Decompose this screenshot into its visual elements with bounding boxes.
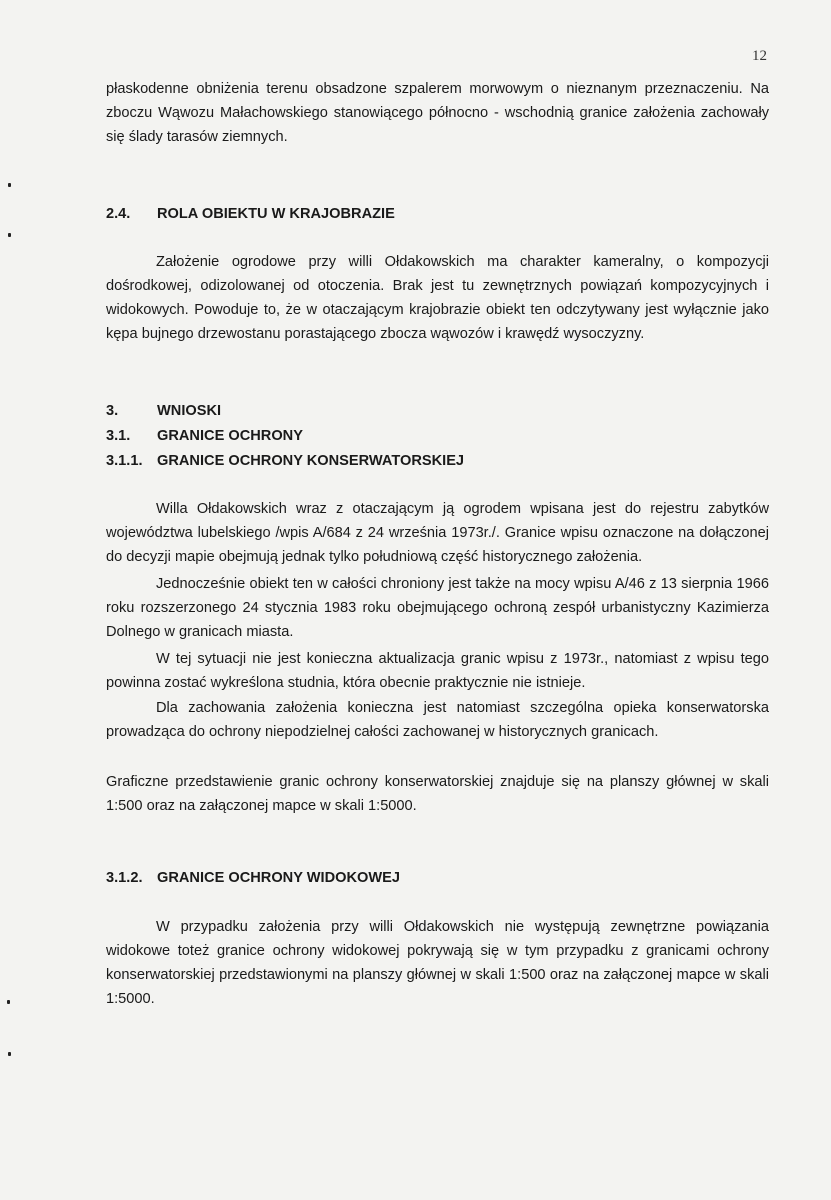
section-title: GRANICE OCHRONY KONSERWATORSKIEJ [157, 453, 465, 469]
section-2-4-paragraph: Założenie ogrodowe przy willi Ołdakowskich ma charakter kameralny, o kompozycji dośrodkowej, odizolowanej od otoczenia. Brak jest tu zewnętrznych powiązań kompozycyjnych i widokowych. Powoduje to, że w otaczającym krajobrazie obiekt ten odczytywany jest wyłącznie jako kępa bujnego drzewostanu porastającego zbocza wąwozów i krawędź wysoczyzny. [106, 254, 769, 342]
section-heading-3-1 [106, 426, 303, 446]
section-number: 3. [106, 403, 119, 419]
scan-speck [8, 1052, 11, 1056]
page-number: 12 [752, 48, 767, 64]
section-heading-3-1-2 [106, 868, 400, 888]
section-heading-3 [106, 401, 221, 421]
section-3-1-1-paragraph: Dla zachowania założenia konieczna jest natomiast szczególna opieka konserwatorska prowadząca do ochrony niepodzielnej całości zachowanej w historycznych granicach. [106, 700, 769, 740]
section-heading-3-1-1 [106, 451, 464, 471]
scan-speck [8, 183, 11, 187]
section-3-1-1-paragraph: Jednocześnie obiekt ten w całości chroniony jest także na mocy wpisu A/46 z 13 sierpnia 1966 roku rozszerzonego 24 stycznia 1983 roku obejmującego ochroną zespół urbanistyczny Kazimierza Dolnego w granicach miasta. [106, 576, 769, 640]
section-number: 3.1.2. [106, 870, 143, 886]
section-3-1-2-paragraph: W przypadku założenia przy willi Ołdakowskich nie występują zewnętrzne powiązania widokowe toteż granice ochrony widokowej pokrywają się w tym przypadku z granicami ochrony konserwatorskiej przedstawionymi na planszy głównej w skali 1:500 oraz na załączonej mapce w skali 1:5000. [106, 919, 769, 1007]
intro-paragraph: płaskodenne obniżenia terenu obsadzone szpalerem morwowym o nieznanym przeznaczeniu. Na zboczu Wąwozu Małachowskiego stanowiącego północno - wschodnią granice założenia zachowały się ślady tarasów ziemnych. [106, 81, 769, 145]
scan-speck [8, 233, 11, 237]
section-3-1-1-paragraph: W tej sytuacji nie jest konieczna aktualizacja granic wpisu z 1973r., natomiast z wpisu tego powinna zostać wykreślona studnia, która obecnie praktycznie nie istnieje. [106, 651, 769, 691]
section-title: ROLA OBIEKTU W KRAJOBRAZIE [157, 206, 395, 222]
section-number: 3.1. [106, 428, 131, 444]
scan-speck [7, 1000, 10, 1004]
section-number: 2.4. [106, 206, 131, 222]
section-title: GRANICE OCHRONY [157, 428, 303, 444]
section-title: WNIOSKI [157, 403, 222, 419]
section-3-1-1-paragraph: Willa Ołdakowskich wraz z otaczającym ją ogrodem wpisana jest do rejestru zabytków województwa lubelskiego /wpis A/684 z 24 września 1973r./. Granice wpisu oznaczone na dołączonej do decyzji mapie obejmują jednak tylko południową część historycznego założenia. [106, 501, 769, 565]
section-title: GRANICE OCHRONY WIDOKOWEJ [157, 870, 400, 886]
section-heading-2-4 [106, 204, 395, 224]
graphic-note-paragraph: Graficzne przedstawienie granic ochrony konserwatorskiej znajduje się na planszy głównej w skali 1:500 oraz na załączonej mapce w skali 1:5000. [106, 774, 769, 814]
section-number: 3.1.1. [106, 453, 143, 469]
